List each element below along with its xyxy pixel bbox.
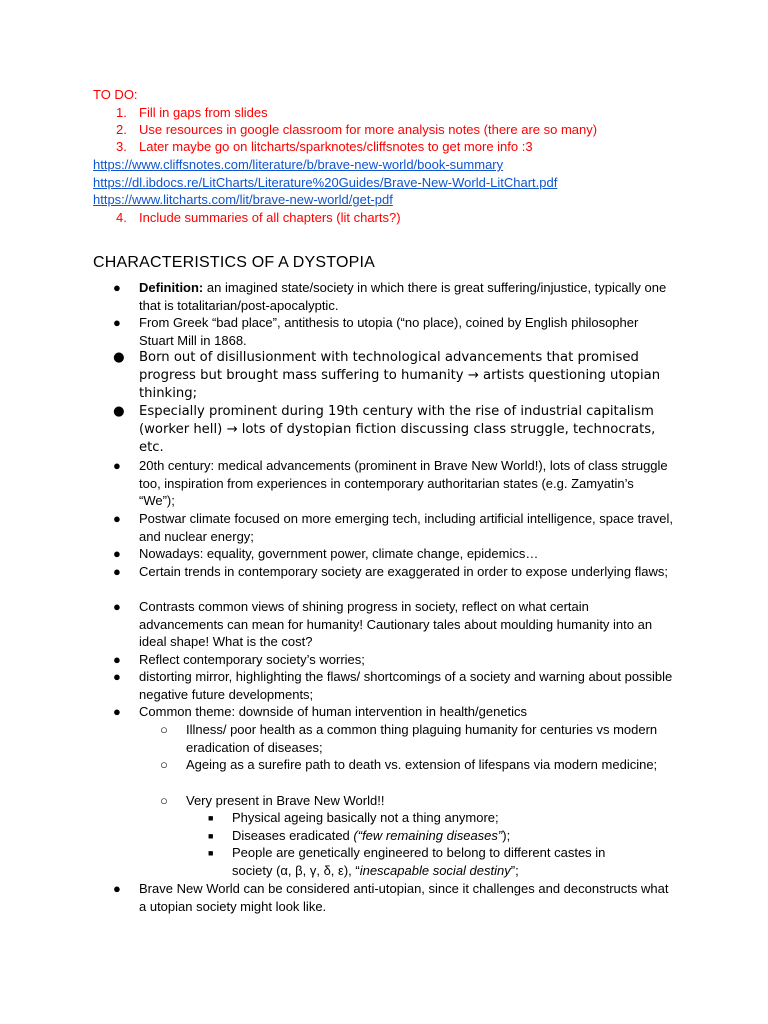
diseases-text: Diseases eradicated <box>232 828 354 843</box>
todo-item-4 <box>116 210 401 226</box>
list-item-text: Born out of disillusionment with technological advancements that promised progress but brought mass suffering to humanity → artists questioning utopian thinking; <box>139 350 661 401</box>
square-bullet-icon: ■ <box>208 848 214 858</box>
bullet-icon: ● <box>113 458 121 473</box>
sub-list-item <box>160 721 660 756</box>
list-item-text: Certain trends in contemporary society are exaggerated in order to expose underlying flaws; <box>139 564 668 579</box>
bullet-icon: ● <box>113 546 121 561</box>
todo-item-1 <box>116 105 268 121</box>
bullet-icon: ● <box>113 652 121 667</box>
list-item <box>113 668 673 703</box>
list-item-text: Common theme: downside of human intervention in health/genetics <box>139 704 528 719</box>
bullet-icon: ● <box>113 404 125 419</box>
list-item-text: Reflect contemporary society’s worries; <box>139 652 365 667</box>
list-item-text: 20th century: medical advancements (prominent in Brave New World!), lots of class struggle too, inspiration from experiences in contemporary authoritarian states (e.g. Zamyatin’s “We”); <box>139 458 668 509</box>
link-cliffsnotes[interactable]: https://www.cliffsnotes.com/literature/b/brave-new-world/book-summary <box>93 157 504 172</box>
todo-item-text: Use resources in google classroom for more analysis notes (there are so many) <box>139 122 598 137</box>
sub-sub-list-item-text: Physical ageing basically not a thing anymore; <box>232 810 499 825</box>
bullet-icon: ● <box>113 315 121 330</box>
square-bullet-icon: ■ <box>208 813 214 823</box>
todo-item-2 <box>116 122 597 138</box>
todo-item-number: 2. <box>116 122 127 137</box>
list-item <box>113 349 673 402</box>
bullet-icon: ● <box>113 669 121 684</box>
list-item-text: Nowadays: equality, government power, climate change, epidemics… <box>139 546 539 561</box>
todo-item-3 <box>116 139 533 155</box>
list-item <box>113 598 673 651</box>
bullet-icon: ● <box>113 599 121 614</box>
list-item <box>113 510 673 545</box>
diseases-end: ); <box>502 828 511 843</box>
sub-list-item <box>160 792 660 810</box>
bullet-icon: ● <box>113 511 121 526</box>
square-bullet-icon: ■ <box>208 831 214 841</box>
circle-bullet-icon: ○ <box>160 757 168 772</box>
list-item-text: From Greek “bad place”, antithesis to utopia (“no place), coined by English philosopher Stuart Mill in 1868. <box>139 315 639 348</box>
list-item <box>113 545 673 563</box>
todo-item-text: Later maybe go on litcharts/sparknotes/cliffsnotes to get more info :3 <box>139 139 533 154</box>
todo-item-text: Fill in gaps from slides <box>139 105 268 120</box>
sub-list-item-text: Very present in Brave New World!! <box>186 793 385 808</box>
castes-end: ”; <box>510 862 519 878</box>
castes-quote: inescapable social destiny <box>359 862 511 878</box>
bullet-icon: ● <box>113 350 125 365</box>
list-item-text: Especially prominent during 19th century with the rise of industrial capitalism (worker hell) → lots of dystopian fiction discussing class struggle, technocrats, etc. <box>139 404 656 455</box>
bullet-icon: ● <box>113 280 121 295</box>
circle-bullet-icon: ○ <box>160 793 168 808</box>
list-item-text: distorting mirror, highlighting the flaws/ shortcomings of a society and warning about possible negative future developments; <box>139 669 673 702</box>
todo-item-number: 4. <box>116 210 127 225</box>
bullet-icon: ● <box>113 564 121 579</box>
bullet-icon: ● <box>113 881 121 896</box>
diseases-quote: (“few remaining diseases” <box>353 828 503 843</box>
sub-list-item <box>160 756 660 774</box>
list-item <box>113 314 673 349</box>
definition-label: Definition: <box>139 280 204 295</box>
list-item-text: Contrasts common views of shining progress in society, reflect on what certain advancements can mean for humanity! Cautionary tales about moulding humanity into an ideal shape! What is the cost? <box>139 599 653 650</box>
list-item <box>113 703 673 721</box>
list-item-text: Postwar climate focused on more emerging tech, including artificial intelligence, space travel, and nuclear energy; <box>139 511 673 544</box>
todo-item-number: 1. <box>116 105 127 120</box>
link-litchart-pdf[interactable]: https://dl.ibdocs.re/LitCharts/Literature%20Guides/Brave-New-World-LitChart.pdf <box>93 175 558 190</box>
section-heading: CHARACTERISTICS OF A DYSTOPIA <box>93 254 376 271</box>
list-item <box>113 880 673 915</box>
list-item <box>113 279 673 314</box>
todo-item-text: Include summaries of all chapters (lit charts?) <box>139 210 401 225</box>
link-litcharts[interactable]: https://www.litcharts.com/lit/brave-new-world/get-pdf <box>93 192 393 207</box>
sub-sub-list-item <box>208 809 648 827</box>
bullet-icon: ● <box>113 704 121 719</box>
definition-text: an imagined state/society in which there is great suffering/injustice, typically one that is totalitarian/post-apocalyptic. <box>139 280 667 313</box>
todo-item-number: 3. <box>116 139 127 154</box>
list-item <box>113 563 673 581</box>
list-item <box>113 651 673 669</box>
sub-list-item-text: Ageing as a surefire path to death vs. extension of lifespans via modern medicine; <box>186 757 658 772</box>
list-item <box>113 457 673 510</box>
sub-sub-list-item <box>208 844 648 879</box>
castes-text: People are genetically engineered to belong to different castes in society (α, β, γ, δ, ε), “ <box>232 845 606 878</box>
list-item-text: Brave New World can be considered anti-utopian, since it challenges and deconstructs what a utopian society might look like. <box>139 881 669 914</box>
sub-list-item-text: Illness/ poor health as a common thing plaguing humanity for centuries vs modern eradication of diseases; <box>186 722 658 755</box>
sub-sub-list-item <box>208 827 648 845</box>
todo-title: TO DO: <box>93 87 138 102</box>
circle-bullet-icon: ○ <box>160 722 168 737</box>
list-item <box>113 403 673 456</box>
